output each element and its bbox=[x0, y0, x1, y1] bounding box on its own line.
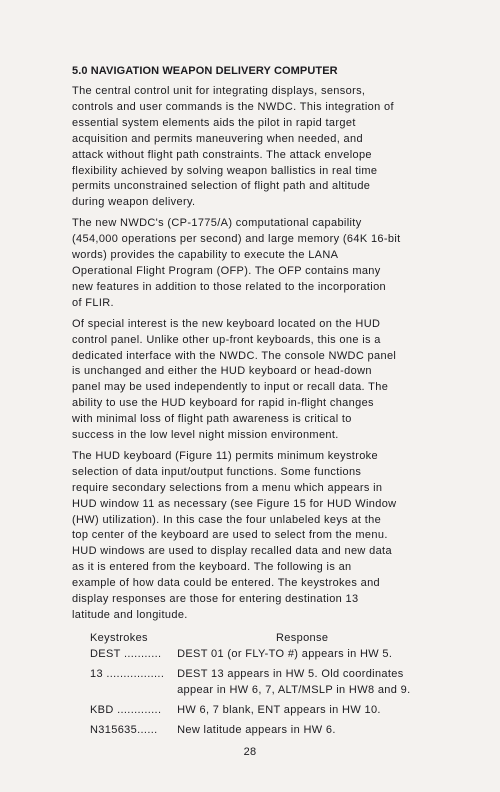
text-line: success in the low level night mission environment. bbox=[72, 429, 339, 442]
paragraph-2 bbox=[72, 216, 464, 311]
text-line: essential system elements aids the pilot in rapid target bbox=[72, 116, 356, 129]
keystroke-table-header bbox=[90, 629, 464, 647]
response-cell bbox=[177, 647, 464, 663]
keystroke-cell: DEST ........... bbox=[90, 647, 162, 660]
keystroke-table bbox=[90, 629, 464, 739]
response-line: New latitude appears in HW 6. bbox=[177, 723, 336, 736]
text-line: panel may be used independently to input or recall data. The bbox=[72, 381, 389, 394]
text-line: of FLIR. bbox=[72, 296, 114, 309]
text-line: ability to use the HUD keyboard for rapid in-flight changes bbox=[72, 397, 374, 410]
keystroke-row bbox=[90, 667, 464, 699]
response-line: DEST 13 appears in HW 5. Old coordinates bbox=[177, 667, 404, 680]
response-cell bbox=[177, 703, 464, 719]
paragraph-1 bbox=[72, 84, 464, 211]
response-cell bbox=[177, 723, 464, 739]
text-line: with minimal loss of flight path awareness is critical to bbox=[72, 413, 352, 426]
response-line: HW 6, 7 blank, ENT appears in HW 10. bbox=[177, 703, 381, 716]
text-line: control panel. Unlike other up-front keyboards, this one is a bbox=[72, 333, 381, 346]
text-line: latitude and longitude. bbox=[72, 609, 188, 621]
text-line: controls and user commands is the NWDC. This integration of bbox=[72, 100, 394, 113]
text-line: Operational Flight Program (OFP). The OFP contains many bbox=[72, 264, 381, 277]
text-line: require secondary selections from a menu which appears in bbox=[72, 481, 383, 494]
section-heading: 5.0 NAVIGATION WEAPON DELIVERY COMPUTER bbox=[72, 65, 338, 77]
keystroke-cell: 13 ................. bbox=[90, 667, 165, 680]
keystroke-row bbox=[90, 703, 464, 719]
text-line: words) provides the capability to execute the LANA bbox=[72, 249, 339, 262]
response-cell bbox=[177, 667, 464, 699]
keystroke-cell: KBD ............. bbox=[90, 703, 162, 716]
text-line: acquisition and permits maneuvering when needed, and bbox=[72, 132, 363, 145]
text-line: HUD window 11 as necessary (see Figure 15 for HUD Window bbox=[72, 497, 397, 510]
text-line: The new NWDC's (CP-1775/A) computational capability bbox=[72, 217, 362, 230]
keystrokes-column-header: Keystrokes bbox=[90, 631, 148, 644]
text-line: attack without flight path constraints. The attack envelope bbox=[72, 148, 372, 161]
response-column-header: Response bbox=[276, 631, 329, 644]
text-line: as it is entered from the keyboard. The following is an bbox=[72, 561, 352, 574]
keystroke-row bbox=[90, 647, 464, 663]
document-page bbox=[72, 64, 464, 742]
text-line: HUD windows are used to display recalled data and new data bbox=[72, 545, 392, 558]
text-line: display responses are those for entering destination 13 bbox=[72, 593, 359, 606]
page-number: 28 bbox=[243, 746, 257, 758]
text-line: selection of data input/output functions. Some functions bbox=[72, 465, 362, 478]
text-line: example of how data could be entered. The keystrokes and bbox=[72, 577, 381, 590]
response-line: appear in HW 6, 7, ALT/MSLP in HW8 and 9. bbox=[177, 683, 411, 696]
text-line: Of special interest is the new keyboard located on the HUD bbox=[72, 317, 381, 330]
keystroke-row bbox=[90, 723, 464, 739]
keystroke-cell: N315635...... bbox=[90, 723, 158, 736]
text-line: The central control unit for integrating displays, sensors, bbox=[72, 85, 366, 97]
paragraph-3 bbox=[72, 317, 464, 444]
text-line: new features in addition to those related to the incorporation bbox=[72, 280, 386, 293]
text-line: top center of the keyboard are used to select from the menu. bbox=[72, 529, 388, 542]
text-line: flexibility achieved by solving weapon ballistics in real time bbox=[72, 164, 378, 177]
text-line: The HUD keyboard (Figure 11) permits minimum keystroke bbox=[72, 449, 379, 462]
text-line: is unchanged and either the HUD keyboard or head-down bbox=[72, 365, 372, 378]
text-line: permits unconstrained selection of flight path and altitude bbox=[72, 180, 371, 193]
text-line: (HW) utilization). In this case the four unlabeled keys at the bbox=[72, 513, 382, 526]
text-line: (454,000 operations per second) and large memory (64K 16-bit bbox=[72, 233, 401, 246]
paragraph-4 bbox=[72, 449, 464, 624]
response-line: DEST 01 (or FLY-TO #) appears in HW 5. bbox=[177, 647, 393, 660]
text-line: during weapon delivery. bbox=[72, 196, 196, 209]
text-line: dedicated interface with the NWDC. The console NWDC panel bbox=[72, 349, 397, 362]
